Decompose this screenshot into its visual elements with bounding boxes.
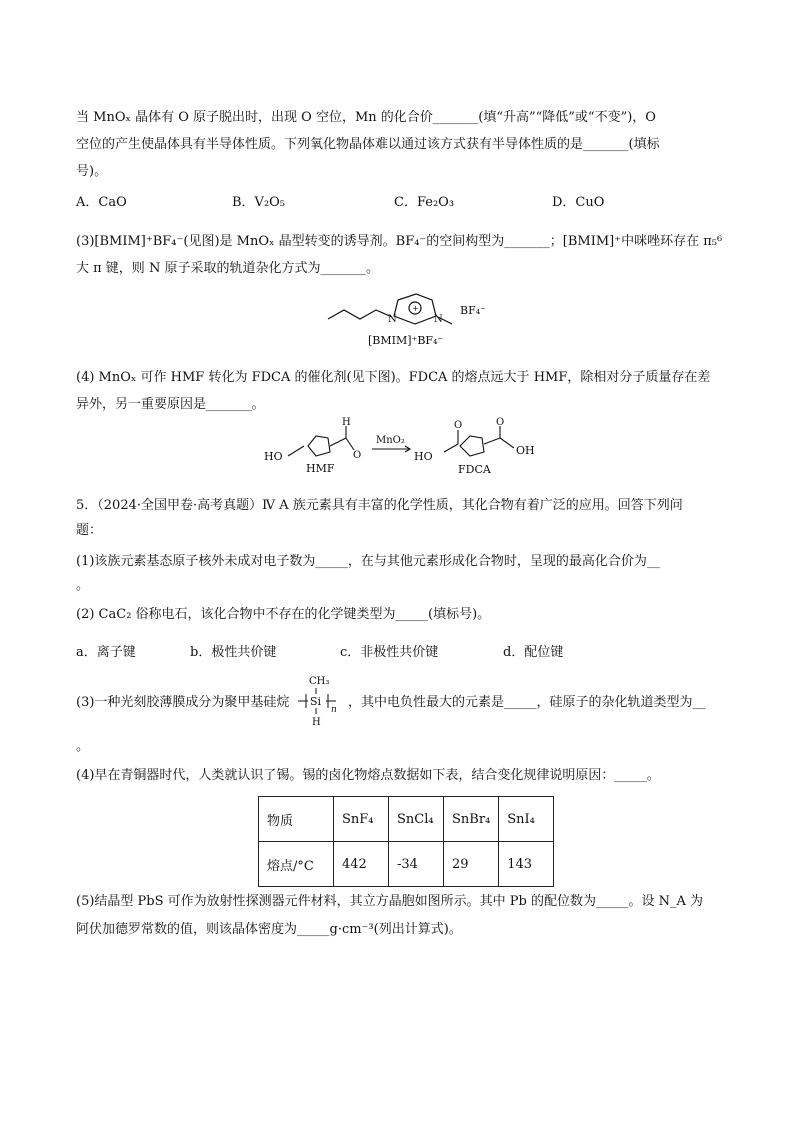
q2-line-3: 号)。 [76,164,108,179]
q3-line-1: (3)[BMIM]⁺BF₄⁻(见图)是 MnOₓ 晶型转变的诱导剂。BF₄⁻的空间构型为_______；[BMIM]⁺中咪唑环存在 π₅⁶ [76,234,723,249]
option-b: B．V₂O₅ [232,195,286,210]
svg-text:N: N [388,314,397,325]
option-d: D．CuO [552,195,605,210]
q5-4-text: (4)早在青铜器时代，人类就认识了锡。锡的卤化物熔点数据如下表，结合变化规律说明原因：_____。 [76,768,660,783]
q2-line-2: 空位的产生使晶体具有半导体性质。下列氧化物晶体难以通过该方式获有半导体性质的是_______(填标 [76,137,660,152]
q5-3-text-post: ，其中电负性最大的元素是_____，硅原子的杂化轨道类型为__ [348,695,706,710]
fdca-o-left-label: O [454,420,463,431]
q5-5-line-2: 阿伏加德罗常数的值，则该晶体密度为_____g·cm⁻³(列出计算式)。 [76,922,462,937]
polysilane-structure-figure [296,672,346,728]
hmf-fdca-reaction-figure [262,416,552,478]
catalyst-label: MnO₂ [376,435,405,446]
q4-line-2: 异外，另一重要原因是_______。 [76,397,265,412]
table-cell: 143 [499,842,554,887]
q5-5-line-1: (5)结晶型 PbS 可作为放射性探测器元件材料，其立方晶胞如图所示。其中 Pb 的配位数为_____。设 N_A 为 [76,894,704,909]
table-header-cell: SnF₄ [334,797,389,842]
table-cell: -34 [389,842,444,887]
table-header-cell: SnBr₄ [444,797,499,842]
fdca-ho-label: HO [414,450,433,463]
svg-text:+: + [412,304,419,313]
q4-line-1: (4) MnOₓ 可作 HMF 转化为 FDCA 的催化剂(见下图)。FDCA 的熔点远大于 HMF，除相对分子质量存在差 [76,370,711,385]
hmf-o-label: O [353,450,362,461]
q5-line-1: 5．（2024·全国甲卷·高考真题）Ⅳ A 族元素具有丰富的化学性质，其化合物有着广泛的应用。回答下列问 [76,498,683,513]
hmf-h-label: H [342,417,351,428]
table-row [259,842,554,887]
ch3-label: CH₃ [309,676,330,687]
h-label: H [312,717,321,728]
option-b-polar: b．极性共价键 [190,645,277,660]
table-header-cell: SnCl₄ [389,797,444,842]
bmim-structure-figure [320,286,500,352]
table-cell: 442 [334,842,389,887]
q5-3-line-2: 。 [76,739,90,754]
fdca-caption: FDCA [458,463,491,476]
option-c-nonpolar: c．非极性共价键 [340,645,439,660]
table-cell: 29 [444,842,499,887]
option-d-coordinate: d．配位键 [503,645,564,660]
option-a-ionic: a．离子键 [76,645,136,660]
table-header-row [259,797,554,842]
q5-line-2: 题： [76,523,103,538]
bmim-figure-caption: [BMIM]⁺BF₄⁻ [368,334,444,347]
hmf-ho-label: HO [264,450,283,463]
n-subscript: n [331,705,337,715]
q5-3-text-pre: (3)一种光刻胶薄膜成分为聚甲基硅烷 [76,695,290,710]
option-a: A．CaO [76,195,127,210]
table-header-cell: SnI₄ [499,797,554,842]
q5-2-text: (2) CaC₂ 俗称电石，该化合物中不存在的化学键类型为_____(填标号)。 [76,607,491,622]
q3-line-2: 大 π 键，则 N 原子采取的轨道杂化方式为_______。 [76,261,379,276]
hmf-caption: HMF [306,462,335,475]
bf4-ion-label: BF₄⁻ [460,304,486,317]
tin-halide-table [258,796,554,887]
fdca-o-right-label: O [496,417,505,428]
table-cell: 熔点/°C [259,842,334,887]
fdca-oh-label: OH [516,444,535,457]
q5-1-line-2: 。 [76,578,90,593]
q2-line-1: 当 MnOₓ 晶体有 O 原子脱出时，出现 O 空位，Mn 的化合价_______(填“升高”“降低”或“不变”)，O [76,110,656,125]
q5-1-line-1: (1)该族元素基态原子核外未成对电子数为_____，在与其他元素形成化合物时，呈现的最高化合价为__ [76,554,660,569]
si-label: Si [310,695,322,708]
option-c: C．Fe₂O₃ [394,195,455,210]
table-header-cell: 物质 [259,797,334,842]
svg-text:N: N [434,314,443,325]
